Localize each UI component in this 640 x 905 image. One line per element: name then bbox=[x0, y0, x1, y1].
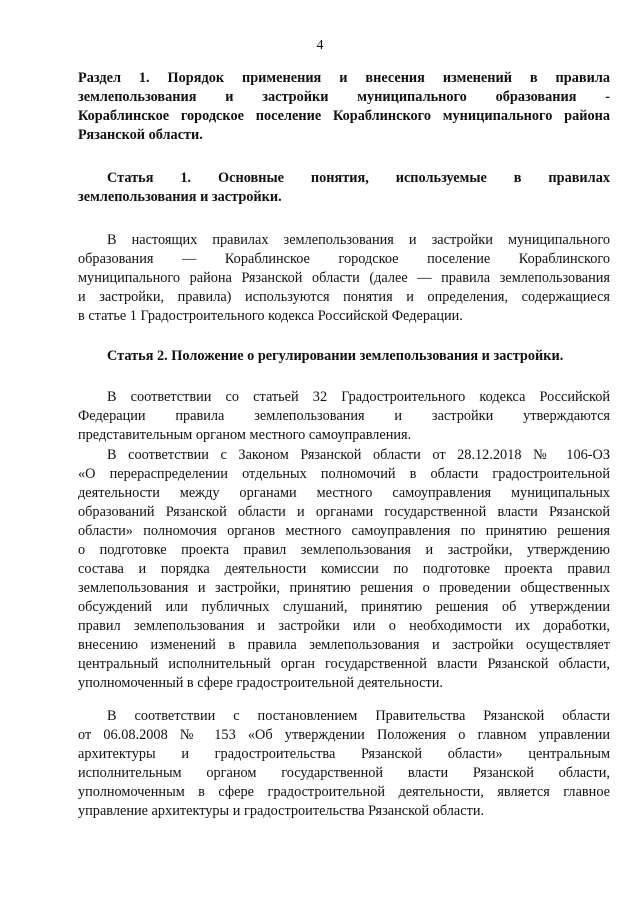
heading-line: землепользования и застройки. bbox=[78, 189, 282, 205]
article-2-heading bbox=[78, 347, 610, 366]
paragraph-line: архитектуры и градостроительства Рязанской области» центральным bbox=[78, 746, 610, 762]
paragraph-1 bbox=[78, 231, 610, 326]
paragraph-line: состава и порядка деятельности комиссии по подготовке проекта правил bbox=[78, 561, 610, 577]
paragraph-line: управление архитектуры и градостроительства Рязанской области. bbox=[78, 803, 485, 819]
paragraph-4 bbox=[78, 707, 610, 821]
article-1-heading bbox=[78, 169, 610, 207]
section-1-heading bbox=[78, 69, 610, 145]
paragraph-line: в статье 1 Градостроительного кодекса Российской Федерации. bbox=[78, 308, 463, 324]
paragraph-line: уполномоченным в сфере градостроительной деятельности, является главное bbox=[78, 784, 610, 800]
paragraph-3 bbox=[78, 446, 610, 693]
paragraph-line: и застройки, правила) используются понятия и определения, содержащиеся bbox=[78, 289, 610, 305]
paragraph-line: деятельности между органами местного самоуправления муниципальных bbox=[78, 485, 610, 501]
heading-line: землепользования и застройки муниципального образования - bbox=[78, 89, 610, 105]
paragraph-line: области» полномочия органов местного самоуправления по принятию решения bbox=[78, 523, 610, 539]
heading-line: Кораблинское городское поселение Кораблинского муниципального района bbox=[78, 108, 610, 124]
paragraph-line: землепользования и застройки, принятию решения о проведении общественных bbox=[78, 580, 610, 596]
paragraph-line: от 06.08.2008 № 153 «Об утверждении Положения о главном управлении bbox=[78, 727, 610, 743]
paragraph-line: обсуждений или публичных слушаний, принятию решения об утверждении bbox=[78, 599, 610, 615]
heading-line: Статья 1. Основные понятия, используемые в правилах bbox=[107, 170, 610, 186]
paragraph-line: образования — Кораблинское городское поселение Кораблинского bbox=[78, 251, 610, 267]
paragraph-line: представительным органом местного самоуправления. bbox=[78, 427, 412, 443]
paragraph-line: образований Рязанской области и органами государственной власти Рязанской bbox=[78, 504, 610, 520]
paragraph-line: правил землепользования и застройки или о необходимости их доработки, bbox=[78, 618, 610, 634]
heading-line: Раздел 1. Порядок применения и внесения изменений в правила bbox=[78, 70, 610, 86]
paragraph-line: В настоящих правилах землепользования и застройки муниципального bbox=[107, 232, 610, 248]
paragraph-line: уполномоченный в сфере градостроительной деятельности. bbox=[78, 675, 443, 691]
paragraph-line: муниципального района Рязанской области (далее — правила землепользования bbox=[78, 270, 610, 286]
heading-line: Статья 2. Положение о регулировании землепользования и застройки. bbox=[107, 348, 564, 364]
paragraph-line: В соответствии с постановлением Правительства Рязанской области bbox=[107, 708, 610, 724]
paragraph-line: исполнительным органом государственной власти Рязанской области, bbox=[78, 765, 610, 781]
heading-line: Рязанской области. bbox=[78, 127, 203, 143]
paragraph-line: «О перераспределении отдельных полномочий в области градостроительной bbox=[78, 466, 610, 482]
page-number: 4 bbox=[316, 38, 324, 53]
paragraph-line: о подготовке проекта правил землепользования и застройки, утверждению bbox=[78, 542, 610, 558]
paragraph-line: Федерации правила землепользования и застройки утверждаются bbox=[78, 408, 610, 424]
paragraph-line: В соответствии со статьей 32 Градостроительного кодекса Российской bbox=[107, 389, 610, 405]
paragraph-line: центральный исполнительный орган государственной власти Рязанской области, bbox=[78, 656, 610, 672]
paragraph-2 bbox=[78, 388, 610, 445]
paragraph-line: В соответствии с Законом Рязанской области от 28.12.2018 № 106-ОЗ bbox=[107, 447, 610, 463]
paragraph-line: внесению изменений в правила землепользования и застройки осуществляет bbox=[78, 637, 610, 653]
